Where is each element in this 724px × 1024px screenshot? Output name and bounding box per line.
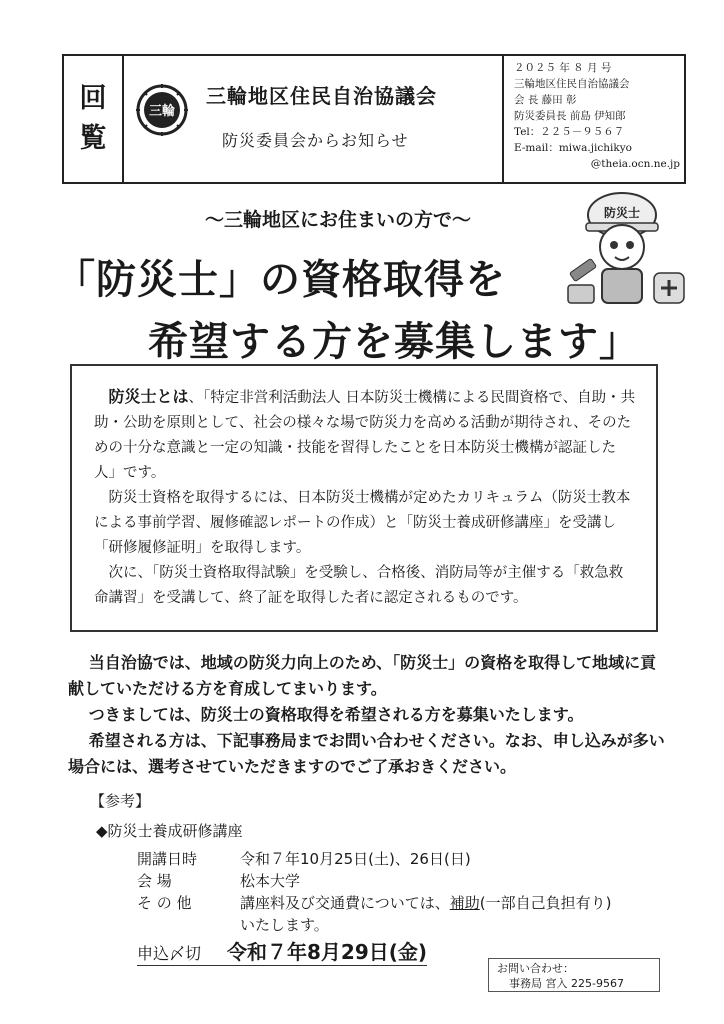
definition-para-2: 防災士資格を取得するには、日本防災士機構が定めたカリキュラム（防災士教本による事前学習、履修確認レポートの作成）と「防災士養成研修講座」を受講し「研修履修証明」を取得します。 <box>94 490 631 556</box>
issue-date: ２０２５ 年 ８ 月 号 <box>514 62 612 74</box>
issue-tel: Tel：２２５－９５６７ <box>514 126 625 138</box>
contact-box <box>488 958 660 992</box>
issue-email-domain: @theia.ocn.ne.jp <box>590 158 680 170</box>
deadline <box>137 936 427 966</box>
date-value: 令和７年10月25日(土)、26日(日) <box>240 850 471 868</box>
reference-heading: 【参考】 <box>90 792 151 810</box>
mascot-helmet-label: 防災士 <box>603 206 641 220</box>
header-box <box>62 54 686 184</box>
contact-line-2: 事務局 宮入 225-9567 <box>509 977 624 990</box>
other-label: そ の 他 <box>137 894 192 912</box>
issue-org: 三輪地区住民自治協議会 <box>514 78 630 90</box>
main-para-2: つきましては、防災士の資格取得を希望される方を募集いたします。 <box>88 705 584 724</box>
bousaishi-mascot-icon <box>560 185 690 310</box>
header-subtitle: 防災委員会からお知らせ <box>222 131 409 150</box>
kairan-char-1: 回 <box>79 83 107 114</box>
tagline: ～三輪地区にお住まいの方で～ <box>205 209 472 231</box>
kairan-char-2: 覧 <box>79 123 107 154</box>
issue-committee-chair: 防災委員長 前島 伊知郎 <box>514 110 626 122</box>
main-para-3: 希望される方は、下記事務局までお問い合わせください。なお、申し込みが多い場合には、選考させていただきますのでご了承おきください。 <box>68 731 665 776</box>
title-line-2: 希望する方を募集します」 <box>148 319 640 365</box>
venue-value: 松本大学 <box>240 872 301 890</box>
date-label: 開講日時 <box>137 850 198 868</box>
other-value <box>240 892 611 913</box>
issue-chair: 会 長 藤田 彰 <box>514 94 577 106</box>
other-value-2: いたします。 <box>240 916 329 934</box>
title-line-1: 「防災士」の資格取得を <box>55 257 506 303</box>
definition-para-1 <box>94 384 636 486</box>
definition-box <box>70 364 658 632</box>
contact-line-1: お問い合わせ： <box>497 962 574 975</box>
logo-text: 三輪 <box>148 104 176 119</box>
definition-para-3: 次に、「防災士資格取得試験」を受験し、合格後、消防局等が主催する「救急救命講習」を受講して、終了証を取得した者に認定されるものです。 <box>94 565 624 606</box>
other-value-a: 講座料及び交通費については、 <box>240 894 450 912</box>
definition-lead: 防災士とは <box>108 387 189 406</box>
deadline-value: 令和７年8月29日(金) <box>227 940 428 964</box>
kairan-stamp <box>64 56 124 182</box>
org-logo-icon <box>136 84 188 136</box>
deadline-label: 申込〆切 <box>137 944 202 963</box>
other-value-subsidy: 補助 <box>449 894 480 912</box>
issue-info <box>502 56 686 182</box>
other-value-c: (一部自己負担有り) <box>479 894 612 912</box>
org-name: 三輪地区住民自治協議会 <box>206 84 437 108</box>
main-para-1: 当自治協では、地域の防災力向上のため、「防災士」の資格を取得して地域に貢献していただける方を育成してまいります。 <box>68 653 657 698</box>
course-title: ◆防災士養成研修講座 <box>96 822 243 840</box>
venue-label: 会 場 <box>137 872 172 890</box>
definition-text: 、「特定非営利活動法人 日本防災士機構による民間資格で、自助・共助・公助を原則として、社会の様々な場で防災力を高める活動が期待され、そのための十分な意識と一定の知識・技能を習得したことを日本防災士機構が認証した人」です。 <box>94 390 636 481</box>
main-text <box>68 650 668 780</box>
issue-email: E-mail：miwa.jichikyo <box>514 142 632 154</box>
